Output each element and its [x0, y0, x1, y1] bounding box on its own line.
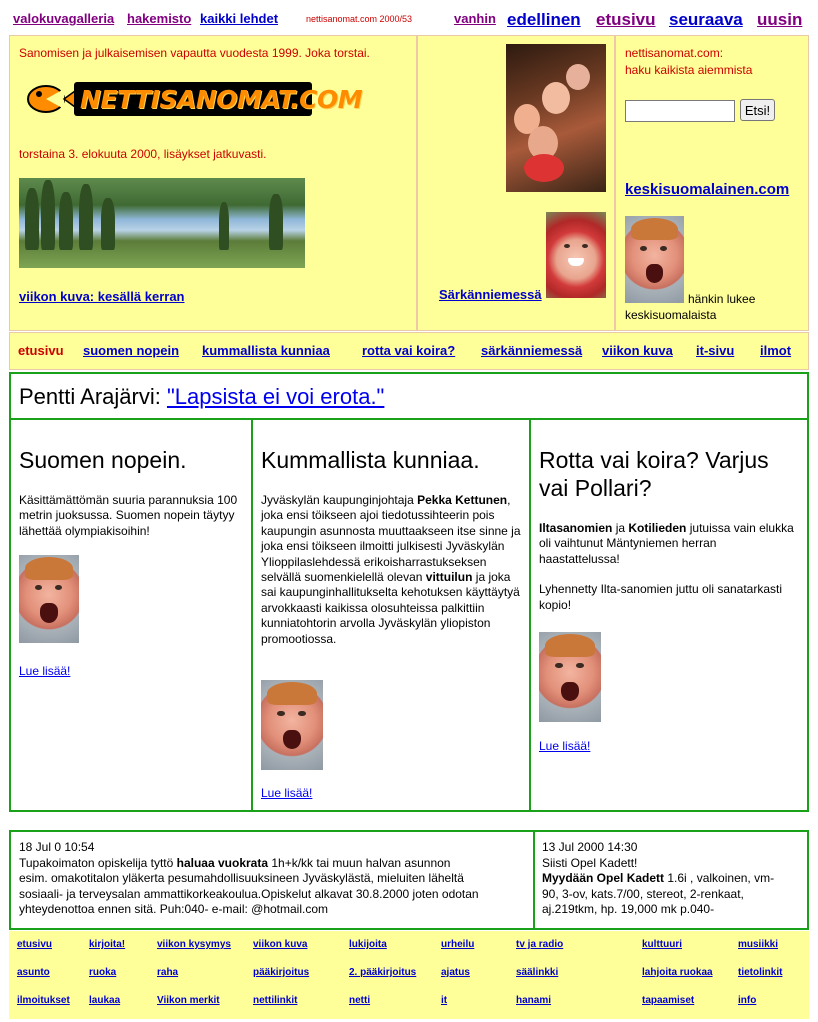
header-band — [9, 35, 809, 331]
article-strange-honor — [253, 420, 529, 810]
ks-caption-2: keskisuomalaista — [625, 308, 717, 322]
ad-date: 13 Jul 2000 14:30 — [542, 840, 638, 854]
article-body: Iltasanomien ja Kotilieden jutuissa vain elukka oli vaihtunut Mäntyniemen herran haastattelussa! — [539, 521, 794, 566]
all-papers-link[interactable]: kaikki lehdet — [200, 11, 279, 26]
sarkanniemi-link[interactable]: Särkänniemessä — [439, 287, 542, 302]
ad-line: yhteydenottoa ennen sitä. Puh:040- e-mail: @hotmail.com — [19, 902, 329, 916]
ad-line: aj.219tkm, hp. 19,000 mk p.040- — [542, 902, 715, 916]
footer-link[interactable]: kulttuuri — [642, 939, 682, 950]
footer-link[interactable]: kirjoita! — [89, 939, 126, 950]
read-more-link[interactable]: Lue lisää! — [19, 664, 71, 678]
headline-box — [9, 372, 809, 420]
search-button[interactable]: Etsi! — [740, 99, 775, 121]
footer-link[interactable]: lahjoita ruokaa — [642, 967, 713, 978]
arajarvi-photo-article-1[interactable] — [19, 555, 79, 643]
footer-link[interactable]: urheilu — [441, 939, 475, 950]
footer-link[interactable]: musiikki — [738, 939, 779, 950]
ad-line: 90, 3-ov, kats.7/00, stereot, 2-renkaat, — [542, 886, 744, 901]
index-link[interactable]: hakemisto — [127, 11, 192, 26]
search-subtitle: haku kaikista aiemmista — [625, 63, 753, 77]
ad-line: Siisti Opel Kadett! — [542, 855, 638, 870]
footer-link[interactable]: etusivu — [17, 939, 53, 950]
tagline: Sanomisen ja julkaisemisen vapautta vuodesta 1999. Joka torstai. — [19, 46, 370, 60]
footer-link[interactable]: ajatus — [441, 967, 470, 978]
ad-car[interactable] — [542, 840, 774, 918]
oldest-link[interactable]: vanhin — [454, 11, 496, 26]
footer-link[interactable]: raha — [157, 967, 179, 978]
footer-link[interactable]: tietolinkit — [738, 967, 783, 978]
ad-apartment[interactable] — [19, 840, 479, 918]
header-left-column — [10, 36, 417, 330]
ad-line: sosiaali- ja terveysalan ammattikorkeakoulua.Opiskelut alkavat 30.8.2000 joten odotan — [19, 886, 479, 901]
footer-link[interactable]: viikon kuva — [253, 939, 308, 950]
ad-date: 18 Jul 0 10:54 — [19, 840, 95, 854]
menu-item-strange-honor[interactable]: kummallista kunniaa — [202, 343, 330, 358]
article-body: Käsittämättömän suuria parannuksia 100 metrin juoksussa. Suomen nopein täytyy lähettää olympiakisoihin! — [19, 493, 238, 538]
week-photo-link[interactable]: viikon kuva: kesällä kerran — [19, 289, 185, 304]
footer-link[interactable]: nettilinkit — [253, 995, 298, 1006]
gallery-link[interactable]: valokuvagalleria — [13, 11, 115, 26]
search-input[interactable] — [625, 100, 735, 122]
footer-link[interactable]: tapaamiset — [642, 995, 695, 1006]
keskisuomalainen-link[interactable]: keskisuomalainen.com — [625, 181, 790, 198]
articles-section — [9, 420, 809, 812]
ad-line: Myydään Opel Kadett 1.6i , valkoinen, vm- — [542, 871, 775, 885]
headline-name: Pentti Arajärvi: — [19, 384, 161, 409]
footer-link[interactable]: asunto — [17, 967, 50, 978]
menu-item-ads[interactable]: ilmot — [760, 343, 792, 358]
header-right-column — [616, 36, 808, 330]
arajarvi-photo-header[interactable] — [625, 216, 684, 303]
article-fastest — [11, 420, 251, 810]
footer-link[interactable]: viikon kysymys — [157, 939, 231, 950]
read-more-link[interactable]: Lue lisää! — [261, 786, 313, 800]
classified-ads — [9, 830, 809, 930]
site-logo: NETTISANOMAT.COM — [74, 82, 312, 116]
menu-item-sarkanniemi[interactable]: särkänniemessä — [481, 343, 583, 358]
fish-logo-icon — [24, 83, 76, 115]
newest-link[interactable]: uusin — [757, 10, 803, 29]
footer-links — [9, 931, 809, 1019]
footer-link[interactable]: it — [441, 995, 448, 1006]
arajarvi-photo-article-3[interactable] — [539, 632, 601, 722]
header-middle-column — [418, 36, 616, 330]
footer-link[interactable]: lukijoita — [349, 939, 387, 950]
ad-line: Tupakoimaton opiskelija tyttö haluaa vuokrata 1h+k/kk tai muun halvan asunnon — [19, 855, 451, 870]
article-title: Rotta vai koira? Varjus vai Pollari? — [539, 447, 769, 501]
menu-item-week-photo[interactable]: viikon kuva — [602, 343, 673, 358]
footer-link[interactable]: info — [738, 995, 757, 1006]
article-body-2: Lyhennetty Ilta-sanomien juttu oli sanatarkasti kopio! — [539, 582, 783, 612]
footer-link[interactable]: säälinkki — [516, 967, 559, 978]
front-page-link[interactable]: etusivu — [596, 10, 656, 29]
rollercoaster-photo[interactable] — [506, 44, 606, 192]
footer-link[interactable]: hanami — [516, 995, 552, 1006]
ad-line: esim. omakotitalon yläkerta pesumahdollisuuksineen Jyväskylästä, mieluiten läheltä — [19, 871, 464, 885]
footer-link[interactable]: Viikon merkit — [157, 995, 220, 1006]
footer-link[interactable]: 2. pääkirjoitus — [349, 967, 417, 978]
issue-number: nettisanomat.com 2000/53 — [306, 14, 413, 24]
ks-caption-1: hänkin lukee — [688, 292, 756, 306]
footer-link[interactable]: laukaa — [89, 995, 121, 1006]
footer-link[interactable]: netti — [349, 995, 371, 1006]
article-body: Jyväskylän kaupunginjohtaja Pekka Kettunen, joka ensi töikseen ajoi tiedotussihteerin pois kaupungin asunnosta muuttaakseen itse sinne ja joka ensi töikseen ilmoitti julkisesti Jyväskylän Ylioppilaslehdessä erikoisharrastukseksen selvällä suomenkielellä olevan vittuilun ja joka sai kaupunginhallitukselta kehotuksen käyttäytyä arvokkaasti kaikissa olosuhteissa palkittiin kunniatohtorin arvolla Jyväskylän yliopiston promootiossa. — [261, 493, 521, 646]
menu-item-fastest[interactable]: suomen nopein — [83, 343, 180, 358]
footer-link[interactable]: ruoka — [89, 967, 117, 978]
week-photo-lake[interactable] — [19, 178, 305, 268]
ads-divider — [533, 832, 535, 928]
girl-photo[interactable] — [546, 212, 606, 298]
previous-link[interactable]: edellinen — [507, 10, 581, 29]
search-title: nettisanomat.com: — [625, 46, 724, 60]
next-link[interactable]: seuraava — [669, 10, 743, 29]
headline-quote-link[interactable]: "Lapsista ei voi erota." — [166, 384, 385, 409]
footer-link[interactable]: pääkirjoitus — [253, 967, 310, 978]
article-title: Kummallista kunniaa. — [261, 447, 480, 473]
arajarvi-photo-article-2[interactable] — [261, 680, 323, 770]
menu-item-front[interactable]: etusivu — [18, 343, 64, 358]
article-title: Suomen nopein. — [19, 447, 187, 473]
section-menu — [9, 332, 809, 370]
article-rat-or-dog — [531, 420, 807, 810]
date-line: torstaina 3. elokuuta 2000, lisäykset jatkuvasti. — [19, 147, 267, 161]
menu-item-it-page[interactable]: it-sivu — [696, 343, 735, 358]
menu-item-rat-or-dog[interactable]: rotta vai koira? — [362, 343, 456, 358]
footer-link[interactable]: ilmoitukset — [17, 995, 70, 1006]
read-more-link[interactable]: Lue lisää! — [539, 739, 591, 753]
footer-link[interactable]: tv ja radio — [516, 939, 564, 950]
